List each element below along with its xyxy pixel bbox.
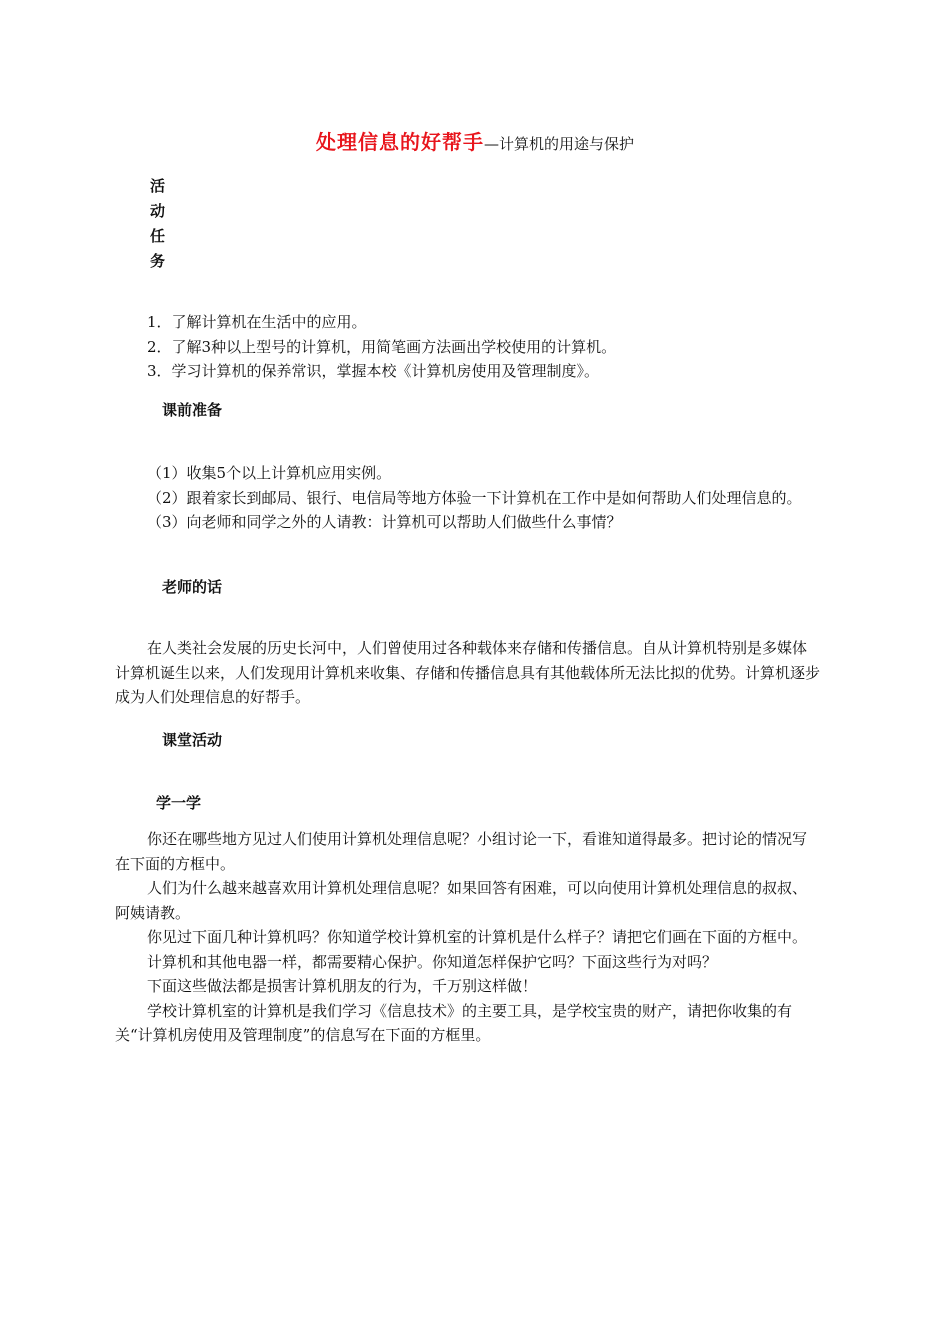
learn-paragraph: 人们为什么越来越喜欢用计算机处理信息呢？如果回答有困难，可以向使用计算机处理信息的叔叔、阿姨请教。 [115, 879, 808, 922]
teacher-words-heading: 老师的话 [162, 578, 223, 596]
learn-paragraph: 计算机和其他电器一样，都需要精心保护。你知道怎样保护它吗？下面这些行为对吗？ [147, 952, 718, 971]
learn-paragraph: 你还在哪些地方见过人们使用计算机处理信息呢？小组讨论一下，看谁知道得最多。把讨论的情况写在下面的方框中。 [115, 830, 808, 873]
learn-paragraph: 学校计算机室的计算机是我们学习《信息技术》的主要工具，是学校宝贵的财产，请把你收集的有关“计算机房使用及管理制度”的信息写在下面的方框里。 [115, 1001, 793, 1044]
learn-heading: 学一学 [156, 794, 202, 812]
pre-class-item: （3）向老师和同学之外的人请教：计算机可以帮助人们做些什么事情？ [147, 513, 622, 531]
title-main: 处理信息的好帮手 [315, 130, 484, 154]
document-title [0, 126, 950, 155]
class-activity-heading: 课堂活动 [162, 731, 223, 749]
task-item: 1．了解计算机在生活中的应用。 [147, 313, 367, 331]
activity-tasks-list [115, 310, 820, 384]
pre-class-item: （2）跟着家长到邮局、银行、电信局等地方体验一下计算机在工作中是如何帮助人们处理信息的。 [147, 488, 802, 507]
activity-tasks-heading [150, 174, 170, 274]
pre-class-heading: 课前准备 [162, 401, 223, 419]
task-item: 2．了解3种以上型号的计算机，用简笔画方法画出学校使用的计算机。 [147, 337, 617, 356]
activity-tasks-heading-char: 务 [150, 252, 166, 270]
learn-paragraph: 下面这些做法都是损害计算机朋友的行为，千万别这样做！ [147, 977, 538, 995]
activity-tasks-heading-char: 动 [150, 202, 166, 220]
teacher-words-paragraph: 在人类社会发展的历史长河中，人们曾使用过各种载体来存储和传播信息。自从计算机特别是多媒体计算机诞生以来，人们发现用计算机来收集、存储和传播信息具有其他载体所无法比拟的优势。计算机逐步成为人们处理信息的好帮手。 [115, 639, 821, 706]
learn-section [115, 827, 820, 1048]
pre-class-list [115, 461, 820, 535]
task-item: 3．学习计算机的保养常识，掌握本校《计算机房使用及管理制度》。 [147, 362, 600, 380]
teacher-words-section [115, 636, 820, 710]
activity-tasks-heading-char: 活 [150, 177, 166, 195]
learn-paragraph: 你见过下面几种计算机吗？你知道学校计算机室的计算机是什么样子？请把它们画在下面的方框中。 [147, 928, 808, 946]
activity-tasks-heading-char: 任 [150, 227, 166, 245]
title-subtitle: —计算机的用途与保护 [483, 135, 634, 153]
pre-class-item: （1）收集5个以上计算机应用实例。 [147, 464, 392, 482]
